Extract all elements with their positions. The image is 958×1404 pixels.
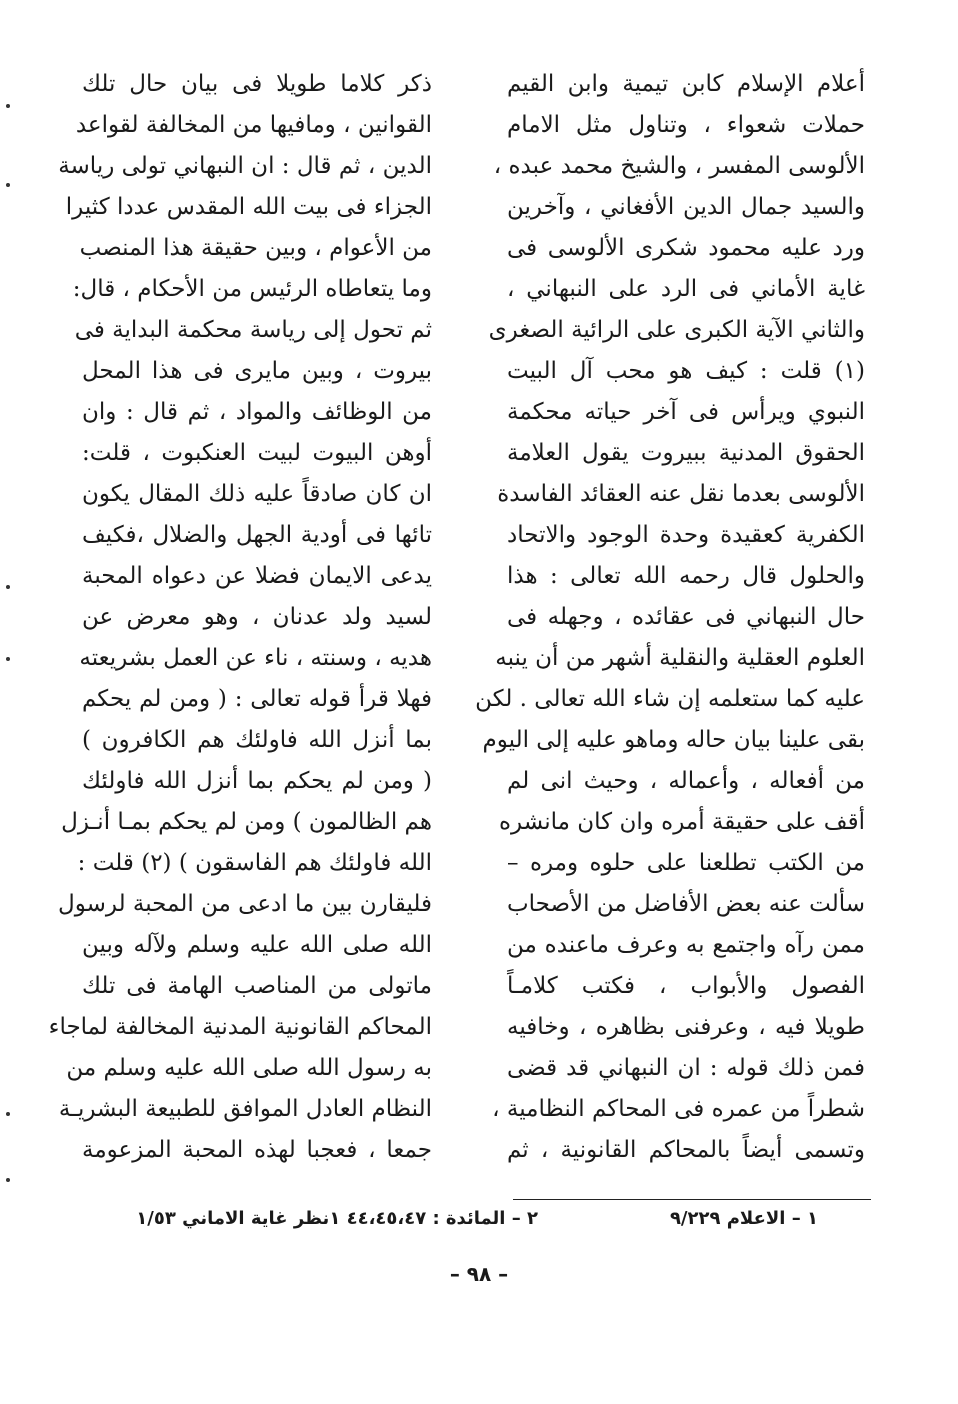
left-column-line: هديه ، وسنته ، ناء عن العمل بشريعته [79,645,432,671]
right-column-line: غاية الأماني فى الرد على النبهاني ، [507,276,865,302]
right-column-line: (١) قلت : كيف هو محب آل البيت [507,358,865,384]
footnote-divider [513,1199,871,1200]
left-column-line: أوهن البيوت لبيت العنكبوت ، قلت: [82,440,432,466]
margin-mark [6,1112,10,1116]
margin-mark [6,1178,10,1182]
left-column-line: لسيد ولد عدنان ، وهو معرض عن [82,604,432,630]
right-column-line: أقف على حقيقة أمره وان كان مانشره [498,809,865,835]
right-column-line: العلوم العقلية والنقلية أشهر من أن ينبه [495,645,865,671]
page-number: – ٩٨ – [449,1262,509,1286]
left-column-line: وما يتعاطاه الرئيس من الأحكام ، قال: [72,276,432,302]
right-column-line: وتسمى أيضاً بالمحاكم القانونية ، ثم [507,1137,865,1163]
right-column-line: والحلول قال رحمه الله تعالى : هذا [507,563,865,589]
left-column-line: المحاكم القانونية المدنية المخالفة لماجاء [48,1014,432,1040]
left-column-line: به رسول الله صلى الله عليه وسلم من [66,1055,432,1081]
left-text-column [48,64,432,1171]
left-column-line: من الوظائف والمواد ، ثم قال : وان [82,399,432,425]
left-column-line: ( ومن لم يحكم بما أنزل الله فاولئك [82,768,432,794]
left-column-line: ان كان صادقاً عليه ذلك المقال يكون [82,481,432,507]
right-column-line: حملات شعواء ، وتناول مثل الامام [507,112,865,138]
left-column-line: جمعا ، فعجبا لهذه المحبة المزعومة [82,1137,432,1163]
left-column-line: فليقارن بين ما ادعى من المحبة لرسول [58,891,432,917]
right-column-line: حال النبهاني فى عقائده ، وجهله فى [507,604,865,630]
right-column-line: والثاني الآية الكبرى على الرائية الصغرى [488,317,865,343]
left-column-line: الجزاء فى بيت الله المقدس عددا كثيرا [65,194,432,220]
left-column-line: بما أنزل الله فاولئك هم الكافرون ) [82,727,432,753]
left-column-line: تائها فى أودية الجهل والضلال ،فكيف [82,522,432,548]
right-column-line: الحقوق المدنية ببيروت يقول العلامة [507,440,865,466]
right-column-line: الفصول والأبواب ، فكتب كلامـاً [507,973,865,999]
left-column-line: القوانين ، ومافيها من المخالفة لقواعد [75,112,432,138]
margin-mark [6,183,10,187]
right-column-line: الألوسى بعدما نقل عنه العقائد الفاسدة [497,481,865,507]
right-column-line: فمن ذلك قوله : ان النبهاني قد قضى [507,1055,865,1081]
right-column-line: بقى علينا بيان حاله وماهو عليه إلى اليوم [482,727,865,753]
left-column-line: الله فاولئك هم الفاسقون ) (٢) قلت : [77,850,432,876]
footnote-2: ٢ – المائدة : ٤٤،٤٥،٤٧ ١نظر غاية الاماني ١/٥٣ [136,1208,538,1229]
right-column-line: طويلا فيه ، وعرفنى بظاهره ، وخافيه [507,1014,865,1040]
left-column-line: الدين ، ثم قال : ان النبهاني تولى رياسة [58,153,432,179]
left-column-line: هم الظالمون ) ومن لم يحكم بمـا أنـزل [61,809,432,835]
left-column-line: من الأعوام ، وبين حقيقة هذا المنصب [79,235,432,261]
right-column-line: ممن رآه واجتمع به وعرف ماعنده من [507,932,865,958]
footnote-1: ١ – الاعلام ٩/٢٢٩ [669,1208,818,1229]
right-text-column [475,64,865,1171]
right-column-line: النبوي ويرأس فى آخر حياته محكمة [507,399,865,425]
right-column-line: من أفعاله ، وأعماله ، وحيث انى لم [507,768,865,794]
left-column-line: ذكر كلاما طويلا فى بيان حال تلك [82,71,432,97]
right-column-line: شطراً من عمره فى المحاكم النظامية ، [492,1096,865,1122]
left-column-line: بيروت ، وبين مايرى فى هذا المحل [82,358,432,384]
margin-mark [6,657,10,661]
right-column-line: من الكتب تطلعنا على حلوه ومره – [507,850,865,876]
left-column-line: يدعى الايمان فضلا عن دعواه المحبة [82,563,432,589]
left-column-line: النظام العادل الموافق للطبيعة البشريـة [58,1096,432,1122]
right-column-line: سألت عنه بعض الأفاضل من الأصحاب [507,891,865,917]
right-column-line: أعلام الإسلام كابن تيمية وابن القيم [507,71,865,97]
left-column-line: فهلا قرأ قوله تعالى : ( ومن لم يحكم [82,686,432,712]
right-column-line: الألوسى المفسر ، والشيخ محمد عبده ، [493,153,865,179]
left-column-line: ماتولى من المناصب الهامة فى تلك [82,973,432,999]
left-column-line: ثم تحول إلى رياسة محكمة البداية فى [74,317,432,343]
right-column-line: عليه كما ستعلمه إن شاء الله تعالى . لكن [475,686,865,712]
right-column-line: الكفرية كعقيدة وحدة الوجود والاتحاد [507,522,865,548]
margin-mark [6,585,10,589]
right-column-line: ورد عليه محمود شكرى الألوسى فى [507,235,865,261]
left-column-line: الله صلى الله عليه وسلم ولآله وبين [82,932,432,958]
right-column-line: والسيد جمال الدين الأفغاني ، وآخرين [507,194,865,220]
margin-mark [6,104,10,108]
